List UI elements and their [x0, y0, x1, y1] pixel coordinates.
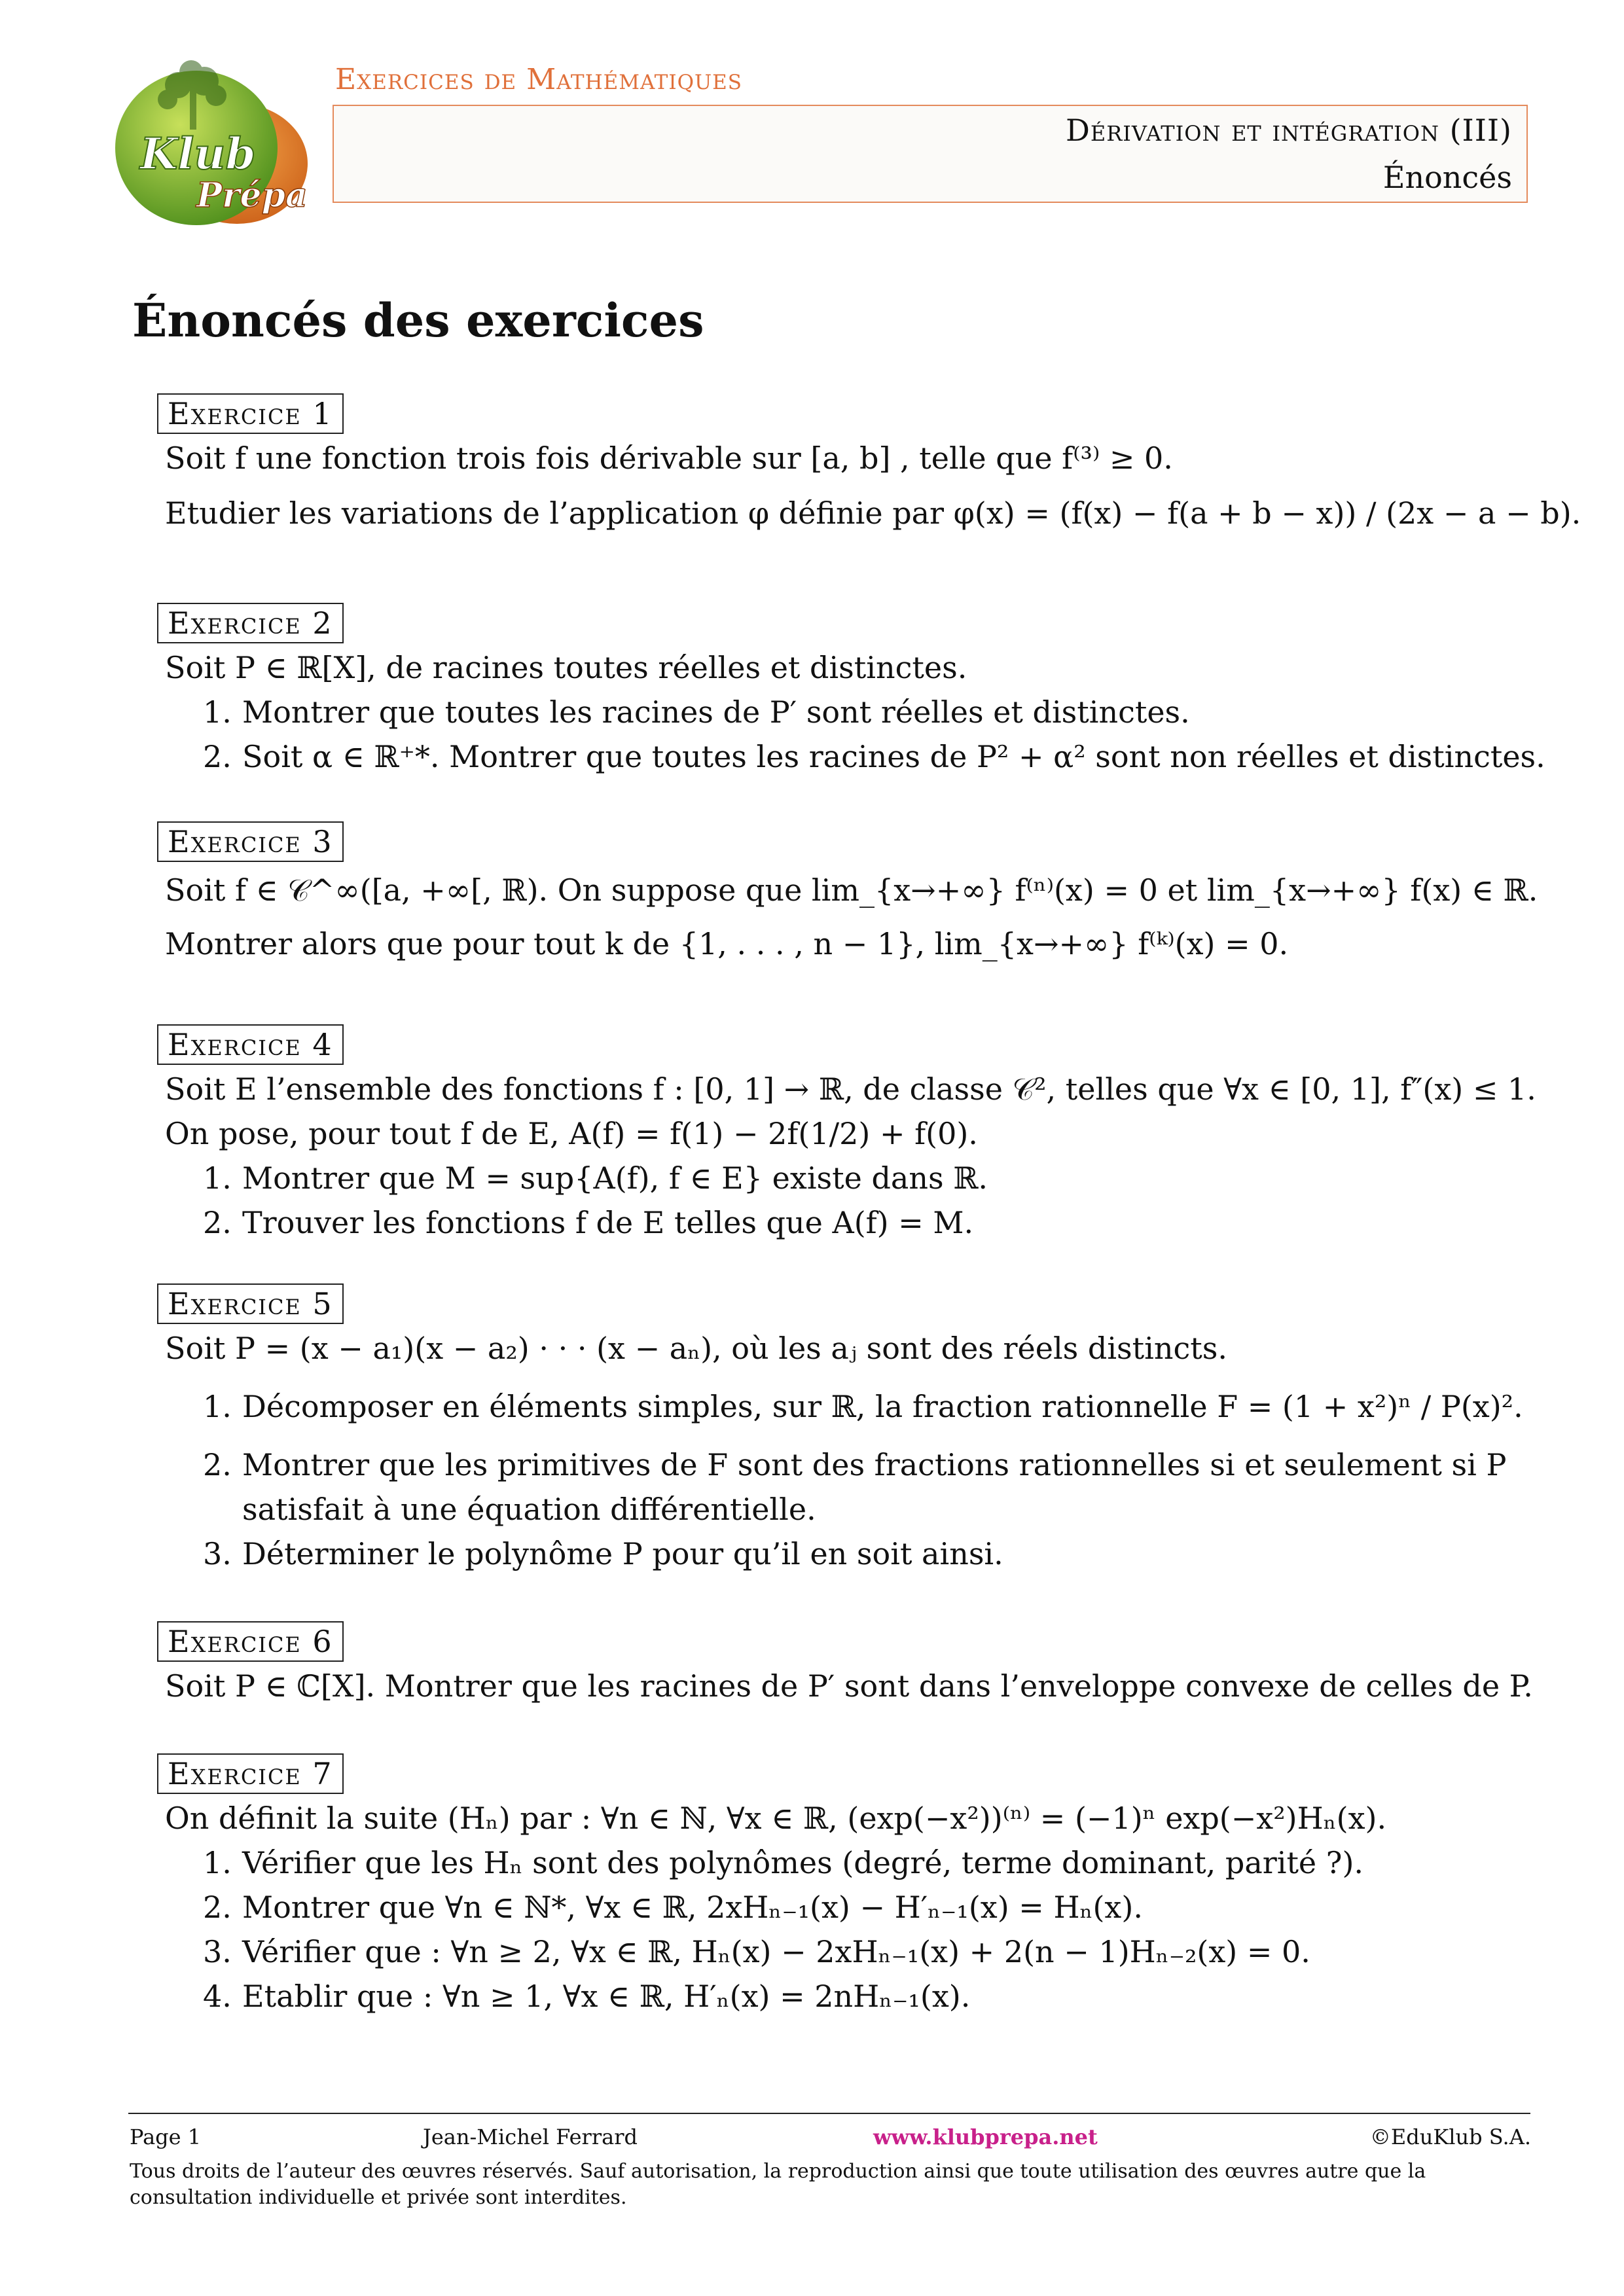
list-item: 2. Montrer que les primitives de F sont des fractions rationnelles si et seulement si P satisfait à une équation différentielle. [203, 1447, 1507, 1527]
exercise-label: Exercice 1 [157, 393, 344, 434]
exercise-7 [157, 1751, 1532, 2018]
chapter-title: Dérivation et intégration (III) [1065, 113, 1512, 148]
list-item: 3. Vérifier que : ∀n ≥ 2, ∀x ∈ ℝ, Hₙ(x) − 2xHₙ₋₁(x) + 2(n − 1)Hₙ₋₂(x) = 0. [203, 1934, 1310, 1969]
svg-text:Klub: Klub [140, 128, 256, 179]
website-link[interactable]: www.klubprepa.net [873, 2125, 1098, 2149]
list-item: 3. Déterminer le polynôme P pour qu’il en soit ainsi. [203, 1536, 1003, 1571]
exercise-label: Exercice 2 [157, 603, 344, 643]
list-item: 1. Décomposer en éléments simples, sur ℝ, la fraction rationnelle F = (1 + x²)ⁿ / P(x)². [203, 1389, 1523, 1424]
klub-prepa-logo [113, 58, 309, 226]
exercise-label: Exercice 5 [157, 1283, 344, 1324]
exercise-1 [157, 391, 1581, 546]
list-item: 1. Montrer que toutes les racines de P′ sont réelles et distinctes. [203, 694, 1190, 730]
list-item: 2. Montrer que ∀n ∈ ℕ*, ∀x ∈ ℝ, 2xHₙ₋₁(x) − H′ₙ₋₁(x) = Hₙ(x). [203, 1890, 1143, 1925]
list-item: 1. Vérifier que les Hₙ sont des polynômes (degré, terme dominant, parité ?). [203, 1845, 1364, 1880]
exercise-line: Soit P ∈ ℝ[X], de racines toutes réelles et distinctes. [165, 650, 967, 685]
section-title: Énoncés [1382, 160, 1512, 195]
exercise-line: Soit E l’ensemble des fonctions f : [0, 1] → ℝ, de classe 𝒞², telles que ∀x ∈ [0, 1], f″(x) ≤ 1. [165, 1071, 1536, 1107]
exercise-4 [157, 1022, 1536, 1245]
exercise-line: Soit f une fonction trois fois dérivable sur [a, b] , telle que f⁽³⁾ ≥ 0. [165, 440, 1173, 476]
svg-text:Prépa: Prépa [196, 175, 308, 215]
list-item: 2. Soit α ∈ ℝ⁺*. Montrer que toutes les racines de P² + α² sont non réelles et distinctes. [203, 739, 1545, 774]
exercise-line: Soit P = (x − a₁)(x − a₂) · · · (x − aₙ), où les aⱼ sont des réels distincts. [165, 1331, 1227, 1366]
list-item: 4. Etablir que : ∀n ≥ 1, ∀x ∈ ℝ, H′ₙ(x) = 2nHₙ₋₁(x). [203, 1979, 971, 2014]
footer-divider [128, 2113, 1530, 2114]
exercise-label: Exercice 4 [157, 1024, 344, 1065]
exercise-line: Etudier les variations de l’application φ définie par φ(x) = (f(x) − f(a + b − x)) / (2x − a − b). [165, 495, 1581, 531]
exercise-6 [157, 1619, 1532, 1708]
exercise-label: Exercice 3 [157, 821, 344, 862]
series-title: Exercices de Mathématiques [335, 63, 743, 96]
legal-notice: Tous droits de l’auteur des œuvres réservés. Sauf autorisation, la reproduction ainsi que toute utilisation des œuvres autre que la consultation individuelle et privée sont interdites. [130, 2160, 1426, 2209]
exercise-line: Soit f ∈ 𝒞^∞([a, +∞[, ℝ). On suppose que lim_{x→+∞} f⁽ⁿ⁾(x) = 0 et lim_{x→+∞} f(x) ∈ ℝ. [165, 872, 1538, 908]
header-box [333, 105, 1528, 203]
exercise-line: On pose, pour tout f de E, A(f) = f(1) − 2f(1/2) + f(0). [165, 1116, 978, 1151]
exercise-3 [157, 819, 1538, 971]
copyright-notice: ©EduKlub S.A. [1369, 2125, 1531, 2149]
page-title: Énoncés des exercices [132, 293, 704, 348]
list-item: 2. Trouver les fonctions f de E telles que A(f) = M. [203, 1205, 974, 1240]
exercise-line: On définit la suite (Hₙ) par : ∀n ∈ ℕ, ∀x ∈ ℝ, (exp(−x²))⁽ⁿ⁾ = (−1)ⁿ exp(−x²)Hₙ(x). [165, 1801, 1387, 1836]
exercise-line: Montrer alors que pour tout k de {1, . . . , n − 1}, lim_{x→+∞} f⁽ᵏ⁾(x) = 0. [165, 926, 1289, 961]
exercise-5 [157, 1282, 1532, 1576]
exercise-2 [157, 601, 1545, 779]
exercise-label: Exercice 7 [157, 1753, 344, 1794]
exercise-label: Exercice 6 [157, 1621, 344, 1662]
author-name: Jean-Michel Ferrard [423, 2125, 638, 2149]
list-item: 1. Montrer que M = sup{A(f), f ∈ E} existe dans ℝ. [203, 1160, 988, 1196]
page-number: Page 1 [130, 2125, 202, 2149]
exercise-line: Soit P ∈ ℂ[X]. Montrer que les racines de P′ sont dans l’enveloppe convexe de celles de P. [165, 1668, 1533, 1704]
